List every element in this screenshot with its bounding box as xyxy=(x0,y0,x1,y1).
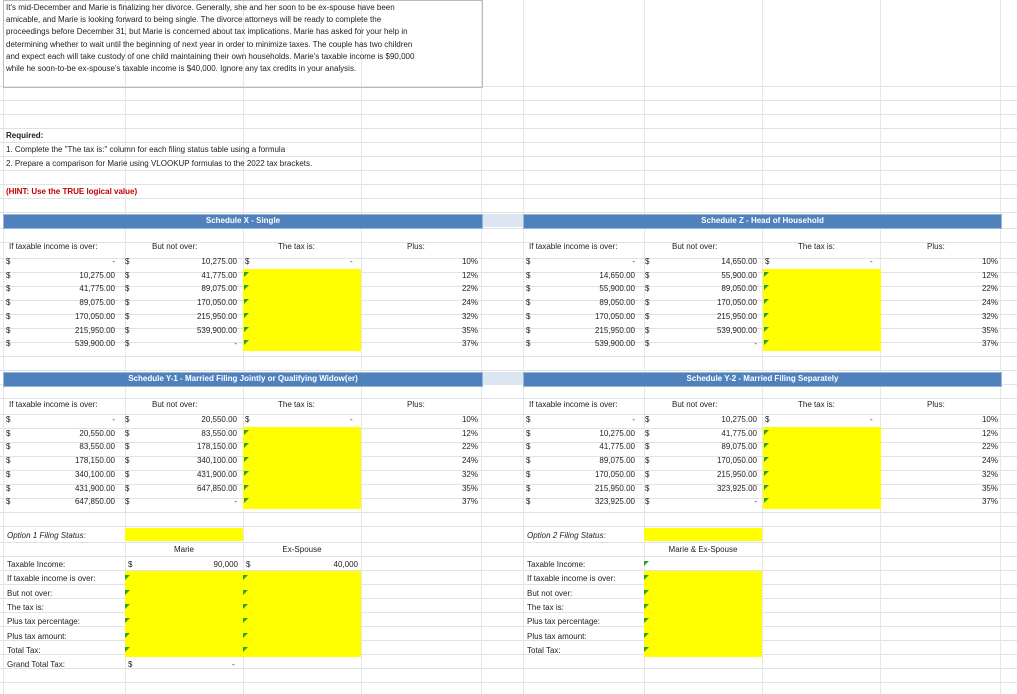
rate-value: 35% xyxy=(981,325,998,335)
notover-value: 170,050.00 xyxy=(716,298,757,308)
rate-value: 12% xyxy=(461,270,478,280)
intro-line: amicable, and Marie is looking forward to being single. The divorce attorneys will be ready to complete the xyxy=(6,15,382,25)
notover-value: 14,650.00 xyxy=(721,257,757,266)
schedule-header-hoh xyxy=(523,214,1002,229)
grid-row-line xyxy=(0,156,1017,157)
over-value: 178,150.00 xyxy=(74,456,115,466)
dollar-sign: $ xyxy=(6,311,11,321)
dollar-sign: $ xyxy=(645,284,650,294)
over-value: 10,275.00 xyxy=(599,428,635,438)
formula-indicator xyxy=(243,604,248,609)
grid-row-line xyxy=(0,526,1017,527)
formula-indicator xyxy=(125,575,130,580)
grid-row-line xyxy=(0,542,1017,543)
over-value: 431,900.00 xyxy=(74,483,115,493)
option-row-label: Plus tax percentage: xyxy=(7,617,80,627)
required-item-2: 2. Prepare a comparison for Marie using VLOOKUP formulas to the 2022 tax brackets. xyxy=(6,159,313,168)
option-input-block[interactable] xyxy=(644,571,762,657)
formula-indicator xyxy=(764,340,769,345)
formula-indicator xyxy=(125,633,130,638)
dollar-sign: $ xyxy=(526,298,531,308)
formula-indicator xyxy=(244,327,249,332)
formula-indicator xyxy=(125,618,130,623)
col-header-notover: But not over: xyxy=(672,400,718,409)
col-header-plus: Plus: xyxy=(927,400,945,409)
schedule-header-mfj xyxy=(3,372,483,387)
notover-value: 178,150.00 xyxy=(196,442,237,452)
dollar-sign: $ xyxy=(6,415,11,424)
dollar-sign: $ xyxy=(526,442,531,452)
notover-value: 340,100.00 xyxy=(196,456,237,466)
formula-indicator xyxy=(644,633,649,638)
formula-indicator xyxy=(243,647,248,652)
col-header-over: If taxable income is over: xyxy=(529,400,618,409)
tax-is-input-block-mfj[interactable] xyxy=(243,427,361,509)
rate-value: 22% xyxy=(981,284,998,294)
over-value: - xyxy=(112,415,115,424)
over-value: 215,950.00 xyxy=(594,483,635,493)
formula-indicator xyxy=(243,590,248,595)
formula-indicator xyxy=(764,327,769,332)
rate-value: 24% xyxy=(461,298,478,308)
dollar-sign: $ xyxy=(765,257,770,266)
notover-value: 10,275.00 xyxy=(721,415,757,424)
col-header-notover: But not over: xyxy=(152,242,198,251)
marie-income: 90,000 xyxy=(213,560,238,569)
col-header-taxis: The tax is: xyxy=(798,400,835,409)
dollar-sign: $ xyxy=(125,469,130,479)
option-input-block[interactable] xyxy=(243,571,361,657)
formula-indicator xyxy=(644,590,649,595)
option-row-label: If taxable income is over: xyxy=(7,574,96,584)
dollar-sign: $ xyxy=(526,257,531,266)
dollar-sign: $ xyxy=(6,456,11,466)
hint-text: (HINT: Use the TRUE logical value) xyxy=(6,187,138,196)
intro-line: It's mid-December and Marie is finalizing her divorce. Generally, she and her soon to be ex-spouse have been xyxy=(6,3,395,12)
notover-value: - xyxy=(754,339,757,349)
tax-is-input-block-mfs[interactable] xyxy=(763,427,881,509)
dollar-sign: $ xyxy=(6,298,11,308)
over-value: 215,950.00 xyxy=(594,325,635,335)
grid-row-line xyxy=(0,370,1017,371)
notover-value: 215,950.00 xyxy=(716,311,757,321)
tax-is-input-block-single[interactable] xyxy=(243,269,361,351)
grid-col-line xyxy=(481,0,482,694)
tax-dash: - xyxy=(350,257,353,266)
over-value: 55,900.00 xyxy=(599,284,635,294)
rate-value: 12% xyxy=(981,428,998,438)
dollar-sign: $ xyxy=(6,483,11,493)
formula-indicator xyxy=(244,299,249,304)
over-value: 340,100.00 xyxy=(74,469,115,479)
rate-value: 24% xyxy=(981,456,998,466)
option2-header: Marie & Ex-Spouse xyxy=(668,545,738,554)
formula-indicator xyxy=(125,590,130,595)
formula-indicator xyxy=(764,485,769,490)
option-row-label: Total Tax: xyxy=(7,645,41,655)
formula-indicator xyxy=(644,575,649,580)
rate-value: 37% xyxy=(461,339,478,349)
tax-dash: - xyxy=(870,257,873,266)
over-value: 83,550.00 xyxy=(79,442,115,452)
dollar-sign: $ xyxy=(125,298,130,308)
notover-value: - xyxy=(234,339,237,349)
notover-value: 215,950.00 xyxy=(716,469,757,479)
rate-value: 32% xyxy=(981,469,998,479)
dollar-sign: $ xyxy=(6,469,11,479)
option-row-label: But not over: xyxy=(527,588,573,598)
dollar-sign: $ xyxy=(526,311,531,321)
over-value: 323,925.00 xyxy=(594,497,635,507)
rate-value: 37% xyxy=(981,497,998,507)
schedule-title-hoh: Schedule Z - Head of Household xyxy=(701,216,824,225)
formula-indicator xyxy=(764,299,769,304)
rate-value: 35% xyxy=(981,483,998,493)
formula-indicator xyxy=(244,313,249,318)
col-header-plus: Plus: xyxy=(927,242,945,251)
over-value: 41,775.00 xyxy=(599,442,635,452)
over-value: 41,775.00 xyxy=(79,284,115,294)
dollar-sign: $ xyxy=(526,483,531,493)
intro-line: proceedings before December 31, but Marie is concerned about tax implications. Marie has asked for your help in xyxy=(6,27,408,37)
tax-dash: - xyxy=(350,415,353,424)
dollar-sign: $ xyxy=(645,483,650,493)
dollar-sign: $ xyxy=(6,497,11,507)
rate-value: 24% xyxy=(981,298,998,308)
notover-value: 170,050.00 xyxy=(196,298,237,308)
formula-indicator xyxy=(243,618,248,623)
rate-value: 12% xyxy=(981,270,998,280)
col-header-over: If taxable income is over: xyxy=(529,242,618,251)
notover-value: 10,275.00 xyxy=(201,257,237,266)
over-value: 14,650.00 xyxy=(599,270,635,280)
notover-value: 89,075.00 xyxy=(201,284,237,294)
grid-col-line xyxy=(361,0,362,694)
over-value: 89,050.00 xyxy=(599,298,635,308)
formula-indicator xyxy=(764,272,769,277)
rate-value: 10% xyxy=(981,257,998,266)
dollar-sign: $ xyxy=(125,442,130,452)
col-header-notover: But not over: xyxy=(152,400,198,409)
col-header-over: If taxable income is over: xyxy=(9,242,98,251)
dollar-sign: $ xyxy=(6,428,11,438)
schedule-title-mfs: Schedule Y-2 - Married Filing Separately xyxy=(686,374,839,383)
formula-indicator xyxy=(644,647,649,652)
dollar-sign: $ xyxy=(645,428,650,438)
dollar-sign: $ xyxy=(765,415,770,424)
notover-value: 323,925.00 xyxy=(716,483,757,493)
rate-value: 10% xyxy=(461,415,478,424)
formula-indicator xyxy=(764,457,769,462)
formula-indicator xyxy=(244,272,249,277)
option1-title: Option 1 Filing Status: xyxy=(7,531,86,540)
dollar-sign: $ xyxy=(125,483,130,493)
formula-indicator xyxy=(244,471,249,476)
schedule-title-mfj: Schedule Y-1 - Married Filing Jointly or Qualifying Widow(er) xyxy=(128,374,358,383)
formula-indicator xyxy=(764,313,769,318)
notover-value: 83,550.00 xyxy=(201,428,237,438)
schedule-band-mfj xyxy=(483,372,523,385)
notover-value: 539,900.00 xyxy=(196,325,237,335)
notover-value: 431,900.00 xyxy=(196,469,237,479)
grid-row-line xyxy=(0,142,1017,143)
dollar-sign: $ xyxy=(526,469,531,479)
option-row-label: Total Tax: xyxy=(527,645,561,655)
dollar-sign: $ xyxy=(128,660,133,670)
formula-indicator xyxy=(644,604,649,609)
rate-value: 22% xyxy=(981,442,998,452)
dollar-sign: $ xyxy=(526,428,531,438)
over-value: 539,900.00 xyxy=(594,339,635,349)
dollar-sign: $ xyxy=(125,497,130,507)
notover-value: 41,775.00 xyxy=(721,428,757,438)
notover-value: 41,775.00 xyxy=(201,270,237,280)
formula-indicator xyxy=(644,618,649,623)
formula-indicator xyxy=(244,457,249,462)
dollar-sign: $ xyxy=(125,270,130,280)
grid-row-line xyxy=(0,184,1017,185)
dollar-sign: $ xyxy=(645,469,650,479)
col-header-taxis: The tax is: xyxy=(278,400,315,409)
notover-value: 89,075.00 xyxy=(721,442,757,452)
dollar-sign: $ xyxy=(245,415,250,424)
over-value: - xyxy=(632,257,635,266)
option-row-label: The tax is: xyxy=(527,602,564,612)
formula-indicator xyxy=(644,561,649,566)
dollar-sign: $ xyxy=(125,456,130,466)
grid-row-line xyxy=(0,170,1017,171)
formula-indicator xyxy=(125,647,130,652)
dollar-sign: $ xyxy=(6,270,11,280)
required-title: Required: xyxy=(6,131,44,140)
option-row-label: Grand Total Tax: xyxy=(7,660,65,670)
grid-row-line xyxy=(0,212,1017,213)
schedule-header-mfs xyxy=(523,372,1002,387)
dollar-sign: $ xyxy=(526,339,531,349)
option2-status-cell[interactable] xyxy=(644,528,762,541)
tax-dash: - xyxy=(870,415,873,424)
dollar-sign: $ xyxy=(645,298,650,308)
ex-income: 40,000 xyxy=(333,560,358,569)
intro-border xyxy=(3,0,483,88)
over-value: 89,075.00 xyxy=(599,456,635,466)
formula-indicator xyxy=(244,430,249,435)
option-row-label: Taxable Income: xyxy=(7,560,66,569)
dollar-sign: $ xyxy=(526,270,531,280)
formula-indicator xyxy=(764,285,769,290)
dollar-sign: $ xyxy=(645,270,650,280)
dollar-sign: $ xyxy=(6,284,11,294)
formula-indicator xyxy=(244,443,249,448)
col-header-notover: But not over: xyxy=(672,242,718,251)
grid-row-line xyxy=(0,114,1017,115)
rate-value: 22% xyxy=(461,284,478,294)
notover-value: 20,550.00 xyxy=(201,415,237,424)
rate-value: 37% xyxy=(461,497,478,507)
grid-row-line xyxy=(0,668,1017,669)
formula-indicator xyxy=(125,604,130,609)
dollar-sign: $ xyxy=(6,442,11,452)
grid-col-line xyxy=(1000,0,1001,694)
notover-value: 539,900.00 xyxy=(716,325,757,335)
notover-value: 170,050.00 xyxy=(716,456,757,466)
over-value: 89,075.00 xyxy=(79,298,115,308)
formula-indicator xyxy=(243,575,248,580)
dollar-sign: $ xyxy=(125,415,130,424)
rate-value: 10% xyxy=(461,257,478,266)
formula-indicator xyxy=(764,430,769,435)
required-item-1: 1. Complete the "The tax is:" column for each filing status table using a formula xyxy=(6,145,286,154)
grid-row-line xyxy=(0,512,1017,513)
col-header-taxis: The tax is: xyxy=(278,242,315,251)
option-row-label: Taxable Income: xyxy=(527,560,586,569)
formula-indicator xyxy=(764,498,769,503)
schedule-header-single xyxy=(3,214,483,229)
option-row-label: Plus tax percentage: xyxy=(527,617,600,627)
dollar-sign: $ xyxy=(645,339,650,349)
col-header-plus: Plus: xyxy=(407,400,425,409)
option-row-label: If taxable income is over: xyxy=(527,574,616,584)
dollar-sign: $ xyxy=(526,456,531,466)
dollar-sign: $ xyxy=(526,325,531,335)
notover-value: 89,050.00 xyxy=(721,284,757,294)
schedule-title-single: Schedule X - Single xyxy=(205,216,281,225)
dollar-sign: $ xyxy=(125,325,130,335)
dollar-sign: $ xyxy=(645,497,650,507)
formula-indicator xyxy=(244,340,249,345)
option-row-label: The tax is: xyxy=(7,602,44,612)
dollar-sign: $ xyxy=(125,284,130,294)
grid-row-line xyxy=(0,556,1017,557)
option-input-block[interactable] xyxy=(125,571,243,657)
over-value: - xyxy=(112,257,115,266)
option-row-label: Plus tax amount: xyxy=(527,631,587,641)
option1-status-cell[interactable] xyxy=(125,528,243,541)
over-value: 20,550.00 xyxy=(79,428,115,438)
dollar-sign: $ xyxy=(526,284,531,294)
dollar-sign: $ xyxy=(645,442,650,452)
grid-row-line xyxy=(0,356,1017,357)
rate-value: 10% xyxy=(981,415,998,424)
over-value: 215,950.00 xyxy=(74,325,115,335)
formula-indicator xyxy=(244,285,249,290)
notover-value: - xyxy=(754,497,757,507)
option1-marie-header: Marie xyxy=(173,545,194,554)
dollar-sign: $ xyxy=(645,325,650,335)
grid-col-line xyxy=(523,0,524,694)
dollar-sign: $ xyxy=(125,428,130,438)
dollar-sign: $ xyxy=(645,257,650,266)
grid-row-line xyxy=(0,100,1017,101)
notover-value: - xyxy=(234,497,237,507)
over-value: - xyxy=(632,415,635,424)
formula-indicator xyxy=(243,633,248,638)
dollar-sign: $ xyxy=(645,415,650,424)
over-value: 170,050.00 xyxy=(594,469,635,479)
dollar-sign: $ xyxy=(526,497,531,507)
rate-value: 32% xyxy=(461,469,478,479)
grid-row-line xyxy=(0,198,1017,199)
tax-is-input-block-hoh[interactable] xyxy=(763,269,881,351)
dollar-sign: $ xyxy=(125,311,130,321)
rate-value: 22% xyxy=(461,442,478,452)
notover-value: 215,950.00 xyxy=(196,311,237,321)
intro-line: determining whether to wait until the beginning of next year in order to minimize taxes. The couple has two children xyxy=(6,39,413,49)
dollar-sign: $ xyxy=(6,257,11,266)
over-value: 647,850.00 xyxy=(74,497,115,507)
col-header-plus: Plus: xyxy=(407,242,425,251)
intro-line: and expect each will take custody of one child maintaining their own households. Marie's taxable income is $90,000 xyxy=(6,51,415,61)
grid-row-line xyxy=(0,682,1017,683)
formula-indicator xyxy=(764,471,769,476)
rate-value: 32% xyxy=(981,311,998,321)
schedule-band-single xyxy=(483,214,523,227)
over-value: 539,900.00 xyxy=(74,339,115,349)
over-value: 170,050.00 xyxy=(74,311,115,321)
dollar-sign: $ xyxy=(125,339,130,349)
dollar-sign: $ xyxy=(125,257,130,266)
grid-row-line xyxy=(0,128,1017,129)
rate-value: 32% xyxy=(461,311,478,321)
notover-value: 647,850.00 xyxy=(196,483,237,493)
dollar-sign: $ xyxy=(526,415,531,424)
grid-col-line xyxy=(3,0,4,694)
dollar-sign: $ xyxy=(6,339,11,349)
notover-value: 55,900.00 xyxy=(721,270,757,280)
dollar-sign: $ xyxy=(245,257,250,266)
dollar-sign: $ xyxy=(128,560,133,569)
dollar-sign: $ xyxy=(246,560,251,569)
rate-value: 12% xyxy=(461,428,478,438)
col-header-taxis: The tax is: xyxy=(798,242,835,251)
option-row-label: But not over: xyxy=(7,588,53,598)
rate-value: 24% xyxy=(461,456,478,466)
grand-total-value: - xyxy=(232,660,235,670)
rate-value: 35% xyxy=(461,325,478,335)
over-value: 170,050.00 xyxy=(594,311,635,321)
rate-value: 37% xyxy=(981,339,998,349)
formula-indicator xyxy=(244,485,249,490)
formula-indicator xyxy=(244,498,249,503)
grid-row-line xyxy=(0,398,1017,399)
over-value: 10,275.00 xyxy=(79,270,115,280)
intro-line: while he soon-to-be ex-spouse's taxable income is $40,000. Ignore any tax credits in your analysis. xyxy=(6,64,357,74)
dollar-sign: $ xyxy=(645,456,650,466)
col-header-over: If taxable income is over: xyxy=(9,400,98,409)
formula-indicator xyxy=(764,443,769,448)
option2-title: Option 2 Filing Status: xyxy=(527,531,606,540)
option1-ex-header: Ex-Spouse xyxy=(282,545,322,554)
option-row-label: Plus tax amount: xyxy=(7,631,67,641)
dollar-sign: $ xyxy=(6,325,11,335)
dollar-sign: $ xyxy=(645,311,650,321)
rate-value: 35% xyxy=(461,483,478,493)
